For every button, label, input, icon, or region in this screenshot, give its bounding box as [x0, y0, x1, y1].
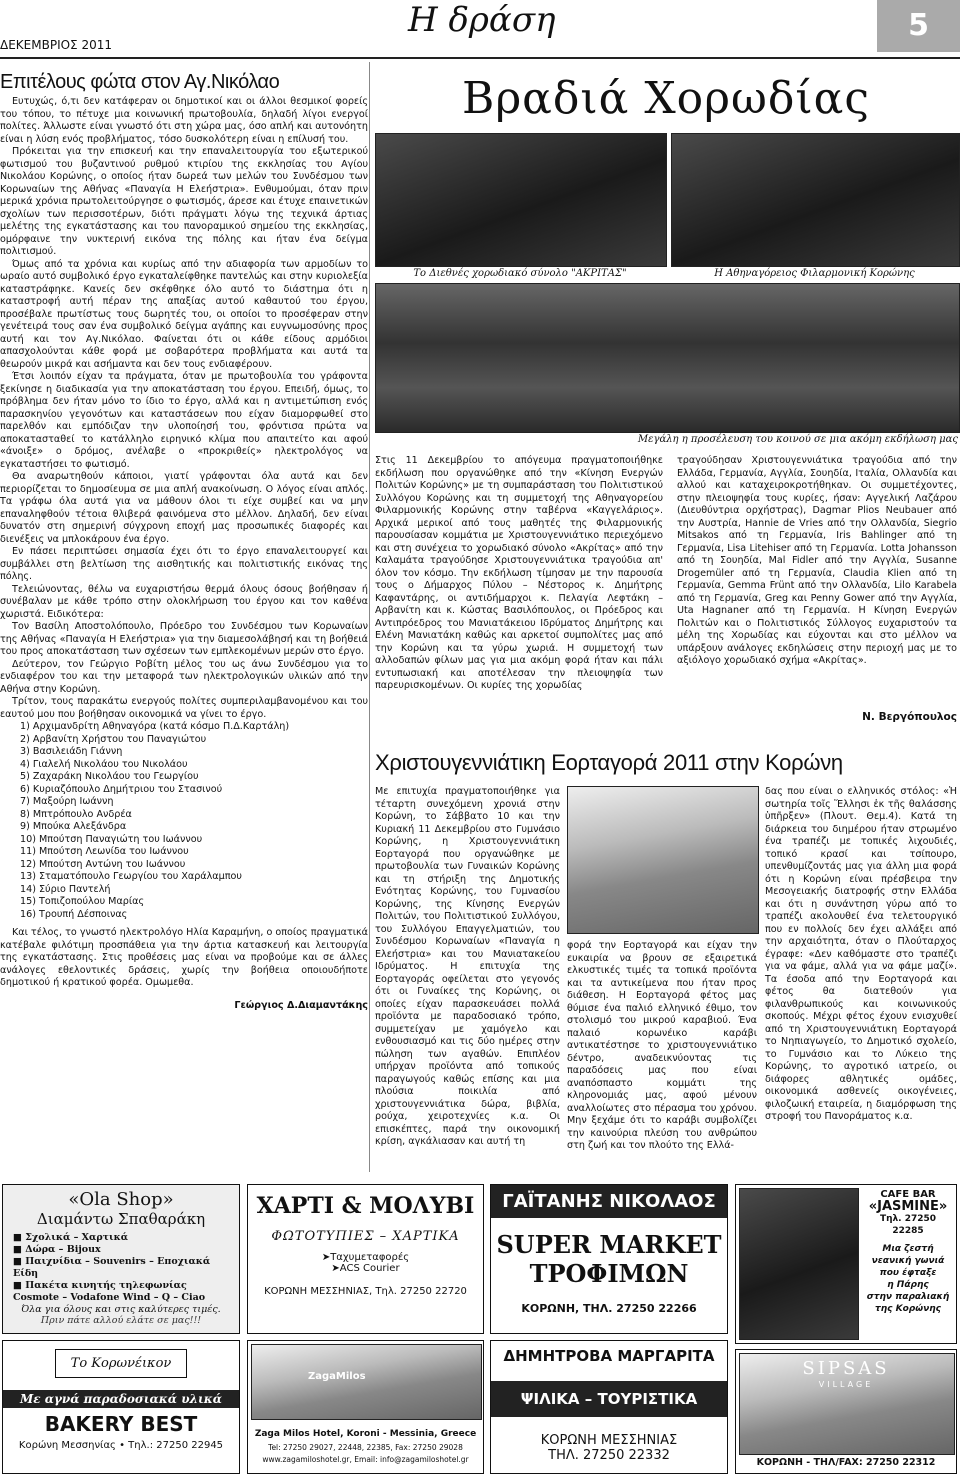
paragraph: Τον Βασίλη Αποστολόπουλο, Πρόεδρο του Συνδέσμου των Κορωναίων της Αθήνας «Παναγία Η Ελεήστρια» για την διαμεσολάβησή και τη βοήθειά του προς αποκατάσταση των σχέσεων των εμπλεκομένων μερών στο έργο. [0, 621, 368, 657]
sipsas-logo-sub: VILLAGE [818, 1380, 874, 1389]
ad-line: Τηλ. 27250 [879, 1214, 937, 1224]
choir-col-2: τραγούδησαν Χριστουγεννιάτικα τραγούδια από την Ελλάδα, Γερμανία, Αγγλία, Σουηδία, Ιταλία, Ολλανδία και αλλού και καταχειροκροτήθηκαν. Οι συμμετέχοντες, στην πλειοψηφία τους κυρίες, ήσαν: Αγγελική Λαζάρου (Διευθύντρια ορχήστρας), Dagmar Plios Neubauer από την Αυστρία, Hannie de Vries από την Ολλανδία, Siegrio Mitsakos από τη Γερμανία, Iris Bahlinger από τη Γερμανία, Lisa Litehiser από τη Γερμανία. Lotta Johansson από τη Σουηδία, Mal Fidler από την Αγγλία, Susanne Drogemüler από τη Γερμανία, Claudia Klien από τη Γερμανία, Gemma Frünt από την Ολλανδία, Lilo Karabela από τη Γερμανία, Greg και Penny Gower από την Αγγλία, Uta Hagnaner από τη Γερμανία. Η Κίνηση Ενεργών Πολιτών και ο Πολιτιστικός Σύλλογος ευχαριστούν τα μέλη της Χορωδίας και εύχονται και στο μέλλον να υπάρξουν ανάλογες εκδηλώσεις στην περιοχή μας με το αξιόλογο χορωδιακό σχήμα «Ακρίτας». [677, 455, 957, 666]
hotel-logo: ZagaMilos [308, 1371, 366, 1382]
list-item: ■ Δώρα – Bijoux [13, 1244, 101, 1255]
ad-line: της Κορώνης [875, 1304, 941, 1314]
bakery-logo: Το Κορωνέικον [55, 1349, 187, 1378]
ad-sub: SUPER MARKET [496, 1230, 722, 1259]
paragraph: Τελειώνοντας, θέλω να ευχαριστήσω θερμά όλους όσους βοήθησαν ή συνέβαλαν με κάθε τρόπο στην ολοκλήρωση του έργου και τον καθένα χωριστά. Ειδικότερα: [0, 583, 368, 620]
choir-title: Βραδιά Χορωδίας [461, 73, 870, 124]
ad-footer: ΚΟΡΩΝΗ, ΤΗΛ. 27250 22266 [521, 1302, 697, 1315]
paragraph: Έτσι λοιπόν είχαν τα πράγματα, όταν με πρωτοβουλία του γράφοντα ξεκίνησε η διαδικασία για την αποκατάσταση του έργου. Επειδή, όμως, το πρόβλημα δεν ήταν μόνο το ίδιο το έργο, αλλά και η αντιμετώπιση ενός παρασκηνίου γεγονότων και καταστάσεων που είχαν διαμορφωθεί στο παρελθόν και εμπόδιζαν την υλοποίησή του, φρόντισα πρώτα να αποκατασταθεί το κατάλληλο ειρηνικό κλίμα που απαιτείτο και αφού «άνοιξε» ο δρόμος, ανέλαβε ο «προκριθείς» ηλεκτρολόγος να εγκαταστήσει το φωτισμό. [0, 371, 368, 470]
author: Γεώργιος Δ.Διαμαντάκης [234, 999, 368, 1011]
ad-name: Διαμάντω Σπαθαράκη [36, 1210, 206, 1228]
ad-line: Tel: 27250 29027, 22448, 22385, Fax: 27250 29028 [268, 1443, 463, 1452]
ad-note: Πριν πάτε αλλού ελάτε σε μας!!! [40, 1315, 202, 1326]
list-item: 2) Αρβανίτη Χρήστου του Παναγιώτου [20, 733, 207, 745]
caption: Μεγάλη η προσέλευση του κοινού σε μια ακόμη εκδήλωση μας [637, 434, 958, 445]
list-item: 14) Σύριο Παντελή [20, 883, 111, 895]
ad-line: ΚΟΡΩΝΗ ΜΕΣΣΗΝΙΑΣ [540, 1433, 678, 1448]
list-item: 3) Βασιλειάδη Γιάννη [20, 746, 123, 757]
xmas-col-1: Με επιτυχία πραγματοποιήθηκε για τέταρτη συνεχόμενη χρονιά στην Κορώνη, το Σάββατο 10 και την Κυριακή 11 Δεκεμβρίου στο Γυμνάσιο Κορώνης, η Χριστουγεννιάτικη Εορταγορά που οργανώθηκε με πρωτοβουλία των Γυναικών Κορώνης και τη στήριξη της Δημοτικής Ενότητας Κορώνης, του Γυμνασίου Κορώνης, της Κίνησης Ενεργών Πολιτών, του Πολιτιστικού Συλλόγου, του Συλλόγου Επαγγελματιών, του Συνδέσμου Κορωναίων «Παναγία η Ελεήστρια» και του Μανιατακείου Ιδρύματος. Η επιτυχία της Εορταγοράς οφείλεται στο γεγονός ότι οι Γυναίκες της Κορώνης, οι οποίες είχαν παρασκευάσει πολλά προϊόντα με παραδοσιακό τρόπο, συμμετείχαν με χαμόγελο και ενθουσιασμό και τις δύο ημέρες στην πώληση των αγαθών. Επιπλέον υπήρχαν προϊόντα από τοπικούς παραγωγούς καθώς επίσης και μια πλούσια ποικιλία από χριστουγεννιάτικα δώρα, βιβλία, ρούχα, χειροτεχνίες κ.α. Οι επισκέπτες, παρά την οικονομική κρίση, αγκάλιασαν και αυτή τη [375, 786, 560, 1147]
ad-sub: ΤΡΟΦΙΜΩΝ [529, 1259, 689, 1288]
list-item: 15) Τοπιζοπούλου Μαρίας [20, 896, 145, 907]
header-rule [0, 57, 960, 59]
choir-col-1: Στις 11 Δεκεμβρίου το απόγευμα πραγματοποιήθηκε εκδήλωση που οργανώθηκε από την «Κίνηση Ενεργών Πολιτών Κορώνης» με τη συμπαράσταση του Πολιτιστικού Συλλόγου Κορώνης και τη συμμετοχή της Αθηναγορείου Φιλαρμονικής Κορώνης στην ταβέρνα «Καγγελάριος». Αρχικά μερικοί από τους μαθητές της Φιλαρμονικής παρουσίασαν κομμάτια με Χριστουγεννιάτικο περιεχόμενο και στη συνέχεια το χορωδιακό σύνολο «Ακρίτας» από την Καλαμάτα τραγούδησε Χριστουγεννιάτικα τραγούδια απ' όλον τον κόσμο. Την εκδήλωση τίμησαν με την παρουσία τους ο Δήμαρχος Πύλου – Νέστορος κ. Δημήτρης Καφαντάρης, οι αντιδήμαρχοι κ. Πελαγία Λεφτάκη – Αρβανίτη και κ. Κώστας Βασιλόπουλος, οι Πρόεδρος και Αντιπρόεδρος του Μανιατάκειου Ιδρύματος Δημήτρης και Ελένη Μανιατάκη καθώς και αρκετοί συμπολίτες μας από την Κορώνη και τα γύρω χωριά. Η συμμετοχή των αλλοδαπών φίλων μας για μια ακόμη φορά ήταν και πάλι εντυπωσιακή και αποτέλεσαν την πλειοψηφία των παρευρισκομένων. Οι κυρίες της χορωδίας [375, 455, 663, 691]
donor-list [0, 721, 368, 921]
list-item: 11) Μπούτση Λεωνίδα του Ιωάννου [20, 846, 189, 857]
page-number: 5 [877, 0, 960, 52]
choir-photo [375, 133, 667, 267]
list-item: 8) Μπτρόπουλο Ανδρέα [20, 808, 132, 820]
hotel-photo [251, 1344, 482, 1420]
list-item: 7) Μαξούρη Ιωάννη [20, 796, 114, 807]
paragraph: Ευτυχώς, ό,τι δεν κατάφεραν οι δημοτικοί και οι άλλοι θεσμικοί φορείς του τόπου, το πέτυχε μια κοινωνική πρωτοβουλία, δηλαδή λίγοι ενεργοί πολίτες. Άλλωστε είναι γνωστό ότι στη χώρα μας, όσο απλή και αυτονόητη είναι η λύση ενός προβλήματος, τόσο δυσκολότερη είναι η επίλυσή του. [0, 96, 368, 145]
ad-title: ΧΑΡΤΙ & ΜΟΛΥΒΙ [256, 1193, 475, 1219]
list-item: 4) Γιαλελή Νικολάου του Νικολάου [20, 758, 188, 770]
list-item: 1) Αρχιμανδρίτη Αθηναγόρα (κατά κόσμο Π.Δ.Καρτάλη) [20, 721, 290, 732]
paragraph: Πρόκειται για την επισκευή και την επαναλειτουργία του εξωτερικού φωτισμού του βυζαντινού ρυθμού κτιρίου της εκκλησίας του Αγίου Νικολάου Κορώνης, ο οποίος ήταν δωρεά των μελών του Συνδέσμου των Κορωναίων της Αθήνας «Παναγία Η Ελεήστρια». Ενθυμούμαι, όταν πριν μερικά χρόνια πρωτολειτούργησε ο φωτισμός, άρεσε και έτυχε επαινετικών σχολίων των περισσοτέρων, διότι πράγματι λόγω της τεχνικά άρτιας μελέτης της εγκατάστασης και του πανοραμικού σημείου της εκκλησίας, ομόρφαινε την νυκτερινή εικόνα της πόλης και ήταν ένα δείγμα πολιτισμού. [0, 146, 368, 257]
ad-line: ➤Ταχυμεταφορές [321, 1252, 410, 1263]
ad-sub: ΨΙΛΙΚΑ – ΤΟΥΡΙΣΤΙΚΑ [491, 1381, 727, 1417]
ad-line: νεανική γωνιά [871, 1256, 945, 1266]
list-item: 12) Μπούτση Αντώνη του Ιωάννου [20, 858, 186, 870]
philharmonic-photo [671, 133, 960, 267]
list-item: 6) Κυριαζόπουλο Δημήτριου του Στασινού [20, 783, 223, 795]
list-item: 13) Σταματόπουλο Γεωργίου του Χαράλαμπου [20, 871, 242, 882]
list-item: ■ Σχολικά – Χαρτικά [13, 1232, 129, 1243]
paragraph: Θα αναρωτηθούν κάποιοι, γιατί γράφονται όλα αυτά και δεν περιορίζεται το δημοσίευμα σε μια απλή ανακοίνωση. Ο λόγος είναι απλός. Τα γράφω όλα αυτά για να μάθουν όλοι τι είχε συμβεί και να μην επαναληφθούν τέτοια θλιβερά φαινόμενα στο μέλλον. Δηλαδή, δεν είναι δυνατόν στη σημερινή σύγχρονη εποχή μας προσωπικές διαφορές και διενέξεις να μπλοκάρουν ένα έργο. [0, 471, 368, 545]
ad-note: Όλα για όλους και στις καλύτερες τιμές. [21, 1304, 221, 1315]
list-item: 16) Τρουπή Δέσποινας [20, 908, 128, 920]
list-item: 10) Μπούτση Παναγιώτη του Ιωάννου [20, 833, 203, 845]
sipsas-logo: SIPSAS [802, 1358, 890, 1379]
ad-xarti-molyvi[interactable] [247, 1184, 484, 1334]
ad-line: Zaga Milos Hotel, Koroni - Messinia, Greece [254, 1429, 477, 1439]
bazaar-photo [567, 786, 759, 934]
list-item: ■ Παιχνίδια – Souvenirs – Εποχιακά Είδη [13, 1256, 211, 1279]
xmas-title: Χριστουγεννιάτικη Εορταγορά 2011 στην Κορώνη [375, 750, 843, 775]
paragraph: Όμως από τα χρόνια και κυρίως από την αδιαφορία των αρμοδίων το ωραίο αυτό συμβολικό έργο εγκαταλείφθηκε παντελώς και στην κυριολεξία καταστράφηκε. Κανείς δεν σκέφθηκε όλο αυτό το διάστημα ότι η καταστροφή αυτή πέραν της απαξίας αυτού καθαυτού του έργου, προσέβαλε πρωτίστως τους δωρητές του, οι οποίοι το προσέφεραν στην γενέτειρά τους σαν ένα συμβολικό δείγμα αγάπης και ευγνωμοσύνης προς αυτή και τον Αγ.Νικόλαο. Φαίνεται ότι οι κάθε είδους αρμόδιοι απασχολούνται κάθε φορά με σοβαρότερα προβλήματα και αυτά τα θεωρούν μικρά και ασήμαντα και δεν τους ενδιαφέρουν. [0, 258, 368, 370]
left-article-title: Επιτέλους φώτα στον Αγ.Νικόλαο [0, 71, 280, 93]
ad-jasmine[interactable] [735, 1184, 957, 1344]
list-item: ■ Πακέτα κινητής τηλεφωνίας Cosmote – Vodafone Wind – Q – Ciao [13, 1280, 206, 1303]
ad-footer: Κορώνη Μεσσηνίας • Τηλ.: 27250 22945 [18, 1440, 224, 1451]
ad-title: ΔΗΜΗΤΡΟΒΑ ΜΑΡΓΑΡΙΤΑ [503, 1347, 715, 1365]
ad-footer: ΚΟΡΩΝΗ ΜΕΣΣΗΝΙΑΣ, Τηλ. 27250 22720 [264, 1286, 467, 1297]
ad-line: Μια ζεστή [882, 1244, 934, 1254]
xmas-col-2: φορά την Εορταγορά και είχαν την ευκαιρία να βρουν σε εξαιρετικά ελκυστικές τιμές τα τοπικά προϊόντα και τα αντικείμενα που ήταν προς διάθεση. Η Εορταγορά φέτος μας θύμισε ένα παλιό ελληνικό έθιμο, τον στολισμό του μικρού καραβιού. Ένα παλαιό κορωνέικο καράβι αντικατέστησε το χριστουγεννιάτικο δέντρο, αναδεικνύοντας τις παραδόσεις μας που είναι αναπόσπαστο κομμάτι της κληρονομιάς μας, αφού μένουν αναλλοίωτες στο πέρασμα του χρόνου. Μην ξεχάμε ότι το καράβι συμβολίζει την καινούρια πλεύση του ανθρώπου στη ζωή και τον πλούτο της Ελλά- [567, 940, 757, 1151]
paragraph: Τρίτον, τους παρακάτω ενεργούς πολίτες συμπεριλαμβανομένου και του εαυτού μου που βοήθησαν οικονομικά να γίνει το έργο. [0, 696, 368, 720]
cafe-photo [739, 1188, 859, 1340]
left-article-body [0, 96, 368, 1012]
ad-sub: ΦΩΤΟΤΥΠΙΕΣ – ΧΑΡΤΙΚΑ [271, 1229, 460, 1244]
ad-line: στην παραλιακή [866, 1292, 950, 1302]
ad-zaga-milos[interactable] [247, 1340, 484, 1474]
paragraph: Και τέλος, το γνωστό ηλεκτρολόγο Ηλία Καραμήνη, ο οποίος πραγματικά κατέβαλε φιλότιμη προσπάθεια για την άρτια κατασκευή και λειτουργία της εγκατάστασης. Στις προθέσεις μας είναι να προβούμε και σε άλλες ανάλογες εθελοντικές δράσεις, χωρίς την βοήθεια οποιουδήποτε δημοτικού ή κρατικού φορέα. Ομωμεθα. [0, 927, 368, 988]
caption: Η Αθηναγόρειος Φιλαρμονική Κορώνης [714, 268, 915, 279]
ad-title: BAKERY BEST [44, 1412, 198, 1436]
list-item: 9) Μπούκα Αλεξάνδρα [20, 821, 127, 832]
ad-line: ➤ACS Courier [331, 1263, 400, 1274]
ad-gaitanis[interactable] [490, 1184, 728, 1334]
column-divider [369, 62, 370, 1172]
ad-line: που έφταξε [879, 1268, 937, 1278]
section-title: Η δράση [408, 0, 556, 40]
caption: Το Διεθνές χορωδιακό σύνολο "ΑΚΡΙΤΑΣ" [413, 268, 627, 279]
ad-footer: ΚΟΡΩΝΗ - ΤΗΛ/FAX: 27250 22312 [756, 1457, 936, 1468]
left-article [0, 70, 368, 1012]
ad-slogan: Με αγνά παραδοσιακά υλικά [3, 1390, 239, 1408]
audience-photo [375, 283, 960, 433]
ad-line: CAFE BAR [880, 1189, 936, 1200]
ad-title: «JASMINE» [868, 1199, 948, 1214]
ad-line: 22285 [892, 1226, 924, 1236]
paragraph: Δεύτερον, τον Γεώργιο Ροβίτη μέλος του ως άνω Συνδέσμου για το ενδιαφέρον του και την μεταφορά των ηλεκτρολογικών υλικών από την Αθήνα στην Κορώνη. [0, 658, 368, 695]
xmas-col-3: δας που είναι ο ελληνικός στόλος: «Ἡ σωτηρία τοῖς Ἕλλησι ἐκ τῆς θαλάσσης ὑπῆρξεν» (Πλουτ. Θεμ.4). Κατά τη διάρκεια του διημέρου ήταν στρωμένο ένα τραπέζι με τοπικές λιχουδιές, τοπικό κρασί και τσίπουρο, υπενθυμίζοντάς μας για άλλη μια φορά ότι η Κορώνη είναι πρέσβειρα την Μεσογειακής διατροφής στην Ελλάδα και ότι η συνάντηση γύρω από το τραπέζι ακολουθεί ένα τελετουργικό που εν πολλοίς δεν έχει αλλάξει από την αρχαιότητα, όταν ο Πλούταρχος έγραφε: «Δεν καθόμαστε στο τραπέζι για να φάμε, αλλά για να φάμε μαζί». Τα έσοδα από την Εορταγορά και φέτος θα διατεθούν για φιλανθρωπικούς και κοινωνικούς σκοπούς. Μέχρι φέτος έχουν ενισχυθεί από τη Χριστουγεννιάτικη Εορταγορά το Νηπιαγωγείο, το Δημοτικό σχολείο, το Γυμνάσιο και το Λύκειο της Κορώνης, το αγροτικό ιατρείο, οι διάφορες αθλητικές ομάδες, οικονομικά ασθενείς οικογένειες, φιλοζωική εταιρεία, η διαμόρφωση της στροφή του Πανοράματος κ.α. [765, 786, 957, 1122]
ad-title: ΓΑΪΤΑΝΗΣ ΝΙΚΟΛΑΟΣ [491, 1185, 727, 1218]
ad-ola-shop[interactable] [2, 1184, 240, 1334]
author: Ν. Βεργόπουλος [862, 711, 957, 723]
ad-dimitrova[interactable] [490, 1340, 728, 1474]
ad-bakery[interactable] [2, 1340, 240, 1474]
ad-title: «Ola Shop» [68, 1189, 174, 1210]
issue-date: ΔΕΚΕΜΒΡΙΟΣ 2011 [0, 38, 112, 52]
list-item: 5) Ζαχαράκη Νικολάου του Γεωργίου [20, 771, 199, 782]
paragraph: Εν πάσει περιπτώσει σημασία έχει ότι το έργο επαναλειτουργεί και συμβάλλει στη βελτίωση της αισθητικής και πολιτιστικής εικόνας της πόλης. [0, 546, 368, 582]
ad-line: η Πάρης [887, 1280, 929, 1290]
ad-line: www.zagamiloshotel.gr, Email: info@zagamiloshotel.gr [262, 1455, 469, 1464]
ad-line: ΤΗΛ. 27250 22332 [548, 1448, 670, 1463]
ad-sipsas[interactable] [735, 1349, 957, 1474]
